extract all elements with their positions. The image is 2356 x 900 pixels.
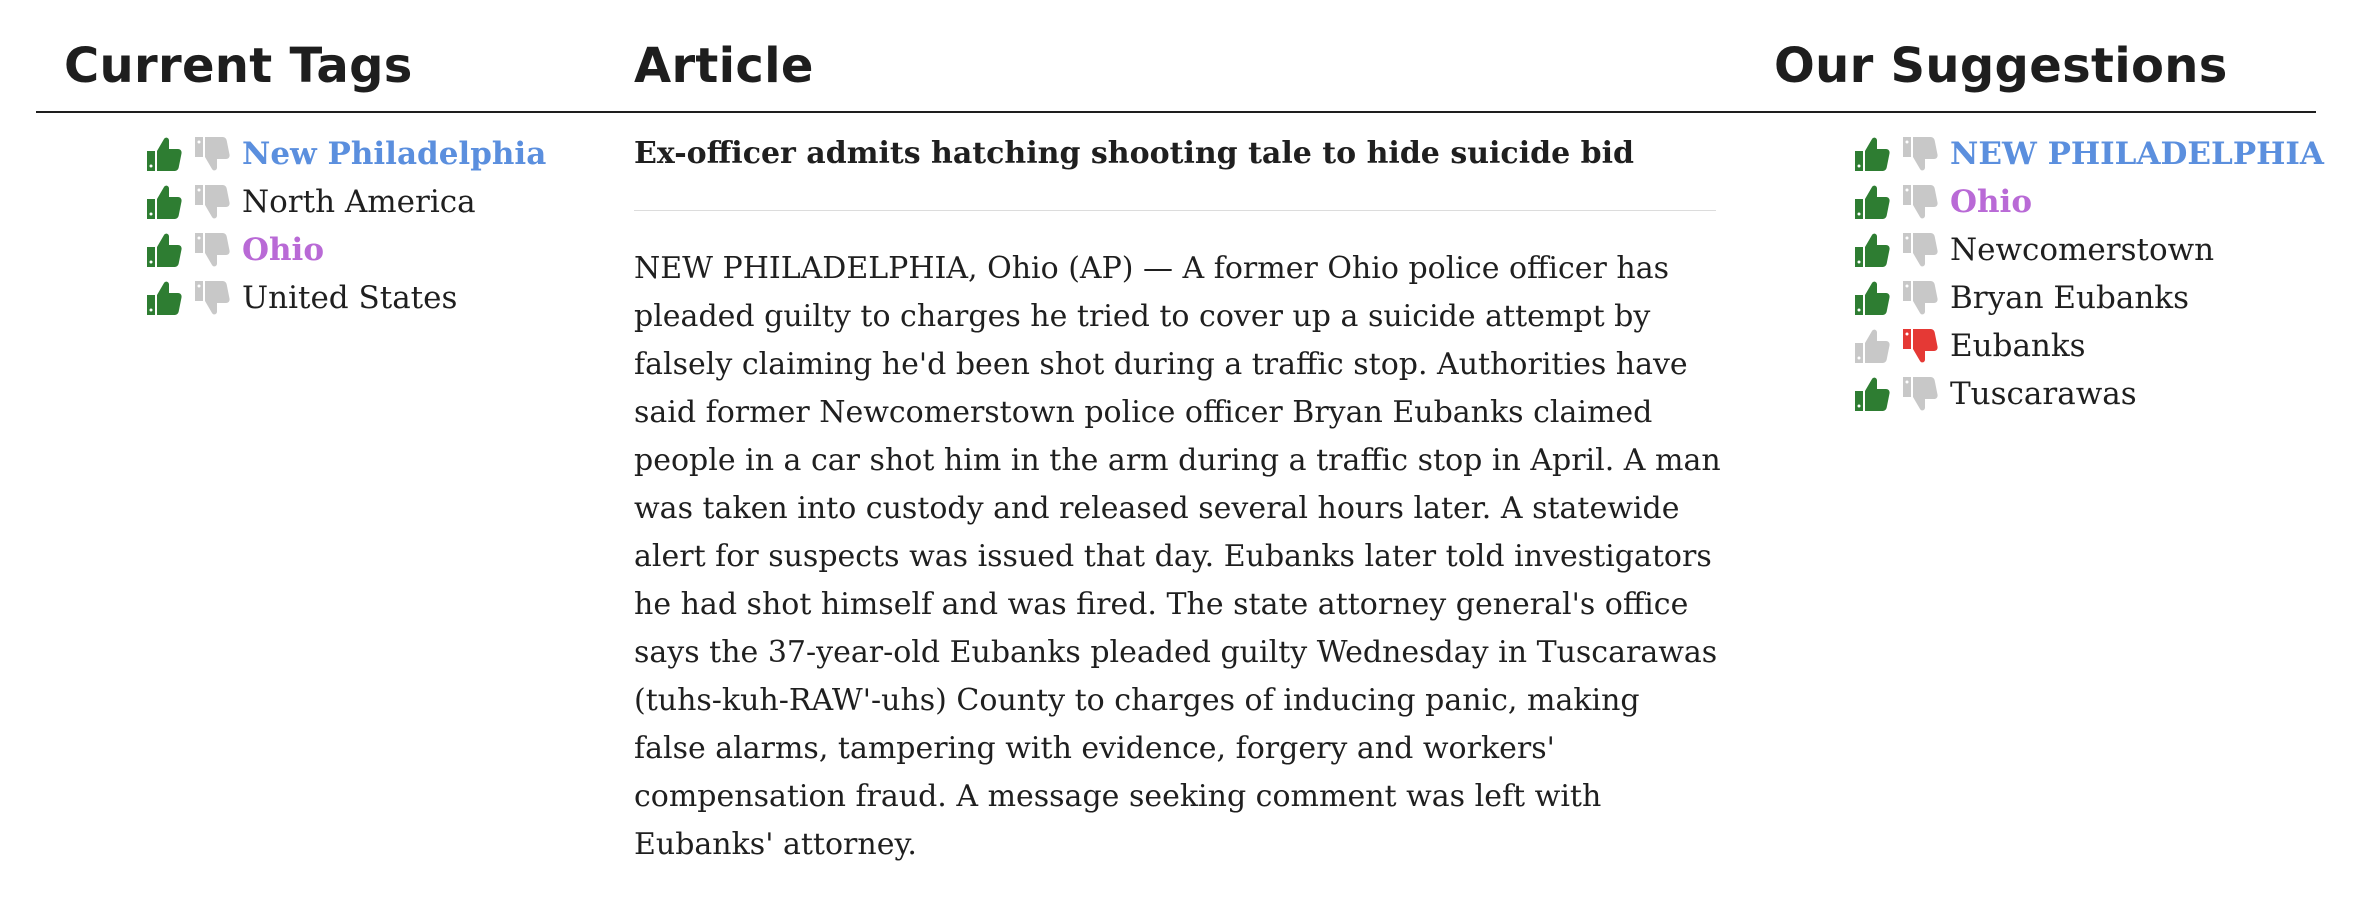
current-tag-label[interactable]: Ohio [242,232,324,268]
thumbs-down-icon[interactable] [1900,134,1940,174]
article-body [634,245,1724,869]
thumbs-up-icon[interactable] [144,134,184,174]
current-tag-label[interactable]: New Philadelphia [242,136,547,172]
thumbs-down-icon[interactable] [192,182,232,222]
article-body-line: alert for suspects was issued that day. Eubanks later told investigators [634,539,1712,574]
article-body-line: compensation fraud. A message seeking comment was left with [634,779,1602,814]
suggestion-item-bryan-eubanks [1852,274,2324,322]
current-tags-heading: Current Tags [64,38,413,94]
current-tag-item-ohio [144,226,546,274]
article-body-line: NEW PHILADELPHIA, Ohio (AP) — A former Ohio police officer has [634,251,1669,286]
thumbs-up-icon[interactable] [1852,182,1892,222]
suggestions-heading: Our Suggestions [1774,38,2228,94]
suggestion-label[interactable]: Tuscarawas [1950,376,2137,412]
article-body-line: pleaded guilty to charges he tried to cover up a suicide attempt by [634,299,1651,334]
suggestion-item-ohio [1852,178,2324,226]
suggestion-item-new-philadelphia [1852,130,2324,178]
article-body-line: said former Newcomerstown police officer Bryan Eubanks claimed [634,395,1653,430]
header-divider [36,111,2316,113]
thumbs-up-icon[interactable] [1852,134,1892,174]
article-body-line: falsely claiming he'd been shot during a traffic stop. Authorities have [634,347,1688,382]
thumbs-down-icon[interactable] [1900,374,1940,414]
suggestion-label[interactable]: Newcomerstown [1950,232,2215,268]
suggestion-label[interactable]: Ohio [1950,184,2032,220]
article-body-line: Eubanks' attorney. [634,827,917,862]
suggestions-list [1852,130,2324,418]
article-body-line: (tuhs-kuh-RAW'-uhs) County to charges of inducing panic, making [634,683,1640,718]
article-title: Ex-officer admits hatching shooting tale to hide suicide bid [634,136,1634,171]
thumbs-down-icon[interactable] [192,230,232,270]
thumbs-down-icon[interactable] [1900,278,1940,318]
thumbs-down-icon[interactable] [192,278,232,318]
thumbs-up-icon[interactable] [144,278,184,318]
article-body-line: was taken into custody and released several hours later. A statewide [634,491,1680,526]
suggestion-label[interactable]: NEW PHILADELPHIA [1950,136,2324,172]
thumbs-up-icon[interactable] [144,230,184,270]
thumbs-down-icon[interactable] [1900,230,1940,270]
current-tag-item-united-states [144,274,546,322]
suggestion-label[interactable]: Bryan Eubanks [1950,280,2189,316]
thumbs-up-icon[interactable] [1852,230,1892,270]
thumbs-up-icon[interactable] [144,182,184,222]
article-heading: Article [634,38,814,94]
current-tag-label[interactable]: North America [242,184,476,220]
thumbs-down-icon[interactable] [1900,326,1940,366]
thumbs-up-icon[interactable] [1852,278,1892,318]
suggestion-item-eubanks [1852,322,2324,370]
current-tag-item-new-philadelphia [144,130,546,178]
current-tag-label[interactable]: United States [242,280,458,316]
suggestion-item-newcomerstown [1852,226,2324,274]
thumbs-up-icon[interactable] [1852,326,1892,366]
article-body-line: says the 37-year-old Eubanks pleaded guilty Wednesday in Tuscarawas [634,635,1718,670]
article-body-line: people in a car shot him in the arm during a traffic stop in April. A man [634,443,1721,478]
suggestion-item-tuscarawas [1852,370,2324,418]
current-tags-list [144,130,546,322]
article-body-line: he had shot himself and was fired. The state attorney general's office [634,587,1689,622]
thumbs-down-icon[interactable] [1900,182,1940,222]
thumbs-down-icon[interactable] [192,134,232,174]
article-title-divider [634,210,1716,211]
article-body-line: false alarms, tampering with evidence, forgery and workers' [634,731,1555,766]
suggestion-label[interactable]: Eubanks [1950,328,2086,364]
current-tag-item-north-america [144,178,546,226]
thumbs-up-icon[interactable] [1852,374,1892,414]
